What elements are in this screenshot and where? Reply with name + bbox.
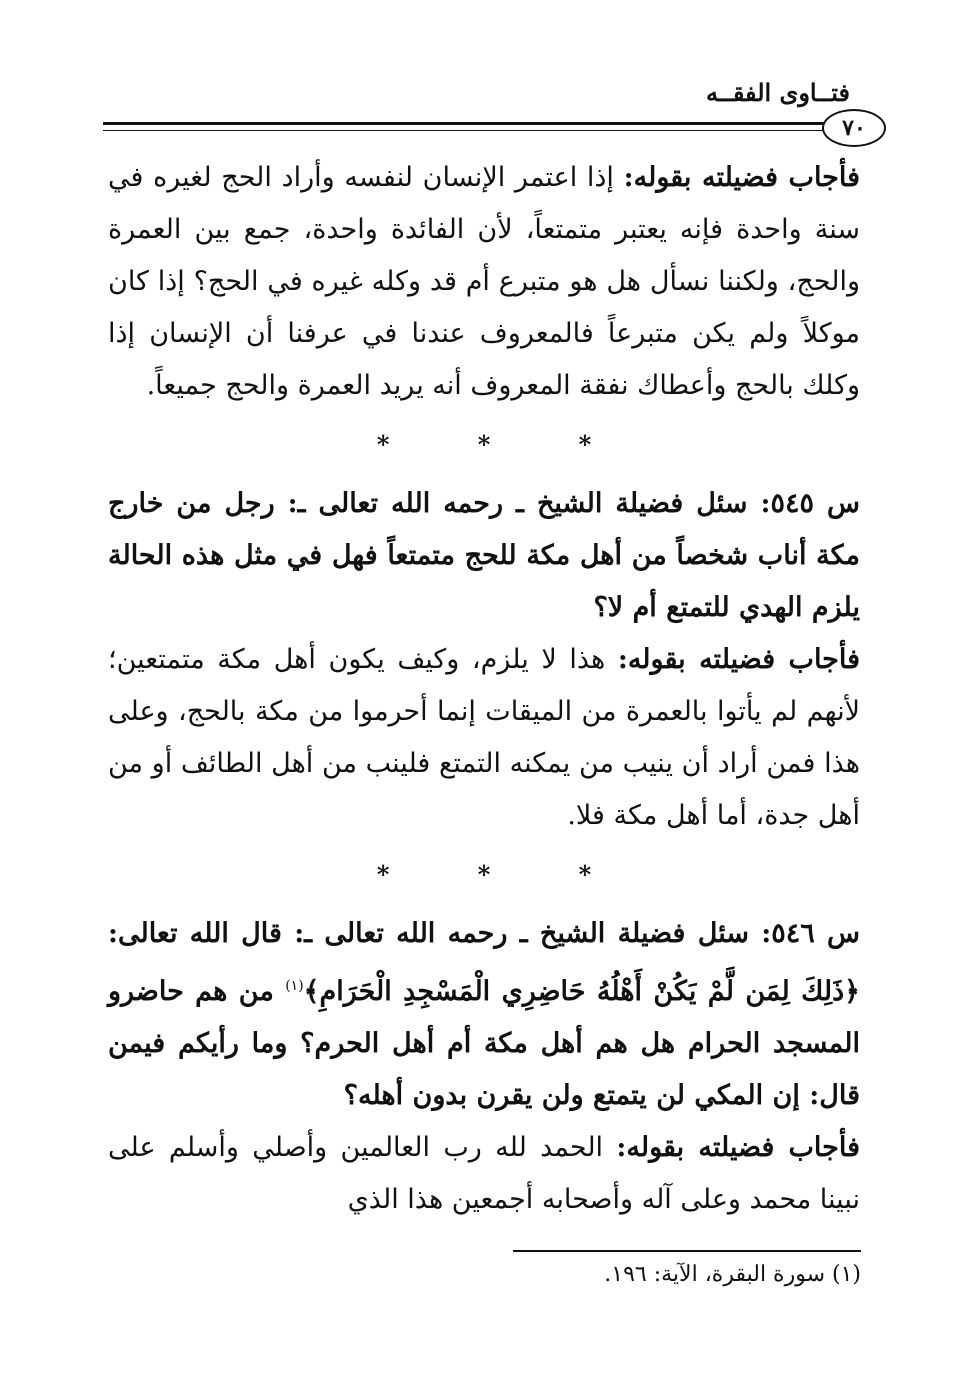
answer-text: الحمد لله رب العالمين وأصلي وأسلم على نبينا محمد وعلى آله وأصحابه أجمعين هذا الذي (108, 1132, 860, 1215)
answer-paragraph (108, 152, 860, 412)
answer-text: إذا اعتمر الإنسان لنفسه وأراد الحج لغيره في سنة واحدة فإنه يعتبر متمتعاً، لأن الفائدة واحدة، جمع بين العمرة والحج، ولكننا نسأل هل هو متبرع أم قد وكله غيره في الحج؟ إذا كان موكلاً ولم يكن متبرعاً فالمعروف عندنا في عرفنا أن الإنسان إذا وكلك بالحج وأعطاك نفقة المعروف أنه يريد العمرة والحج جميعاً. (108, 162, 860, 401)
footnote-rule (513, 1250, 861, 1252)
question-text: سئل فضيلة الشيخ ـ رحمه الله تعالى ـ: قال الله تعالى: (108, 918, 749, 949)
answer-paragraph (108, 634, 860, 842)
question-text: سئل فضيلة الشيخ ـ رحمه الله تعالى ـ: رجل من خارج مكة أناب شخصاً من أهل مكة للحج متمتعاً فهل في مثل هذه الحالة يلزم الهدي للتمتع أم لا؟ (108, 488, 860, 623)
section-separator: * * * (376, 430, 632, 459)
section-separator: * * * (376, 860, 632, 889)
header-rule-thin (103, 130, 826, 131)
question-number: س ٥٤٥: (760, 488, 861, 519)
question-paragraph (108, 478, 860, 634)
question-number: س ٥٤٦: (761, 918, 860, 949)
answer-lead: فأجاب فضيلته بقوله: (623, 162, 860, 193)
answer-paragraph (108, 1122, 860, 1226)
footnote: (١) سورة البقرة، الآية: ١٩٦. (604, 1262, 861, 1287)
body-text (108, 152, 860, 1226)
answer-lead: فأجاب فضيلته بقوله: (617, 644, 860, 675)
header-rule (103, 122, 826, 125)
question-text: من هم حاضرو المسجد الحرام هل هم أهل مكة أم أهل الحرم؟ وما رأيكم فيمن قال: إن المكي لن يتمتع ولن يقرن بدون أهله؟ (108, 976, 860, 1111)
footnote-mark: (١) (285, 978, 304, 994)
quran-quote: ﴿ذَلِكَ لِمَن لَّمْ يَكُنْ أَهْلُهُ حَاضِرِي الْمَسْجِدِ الْحَرَامِ﴾ (303, 976, 860, 1007)
answer-lead: فأجاب فضيلته بقوله: (616, 1132, 860, 1163)
page-number: ٧٠ (822, 109, 886, 147)
question-paragraph (108, 908, 860, 1122)
running-title: فتــاوى الفقــه (705, 78, 850, 107)
answer-text: هذا لا يلزم، وكيف يكون أهل مكة متمتعين؛ لأنهم لم يأتوا بالعمرة من الميقات إنما أحرموا من مكة بالحج، وعلى هذا فمن أراد أن ينيب من يمكنه التمتع فلينب من أهل الطائف أو من أهل جدة، أما أهل مكة فلا. (108, 644, 860, 831)
